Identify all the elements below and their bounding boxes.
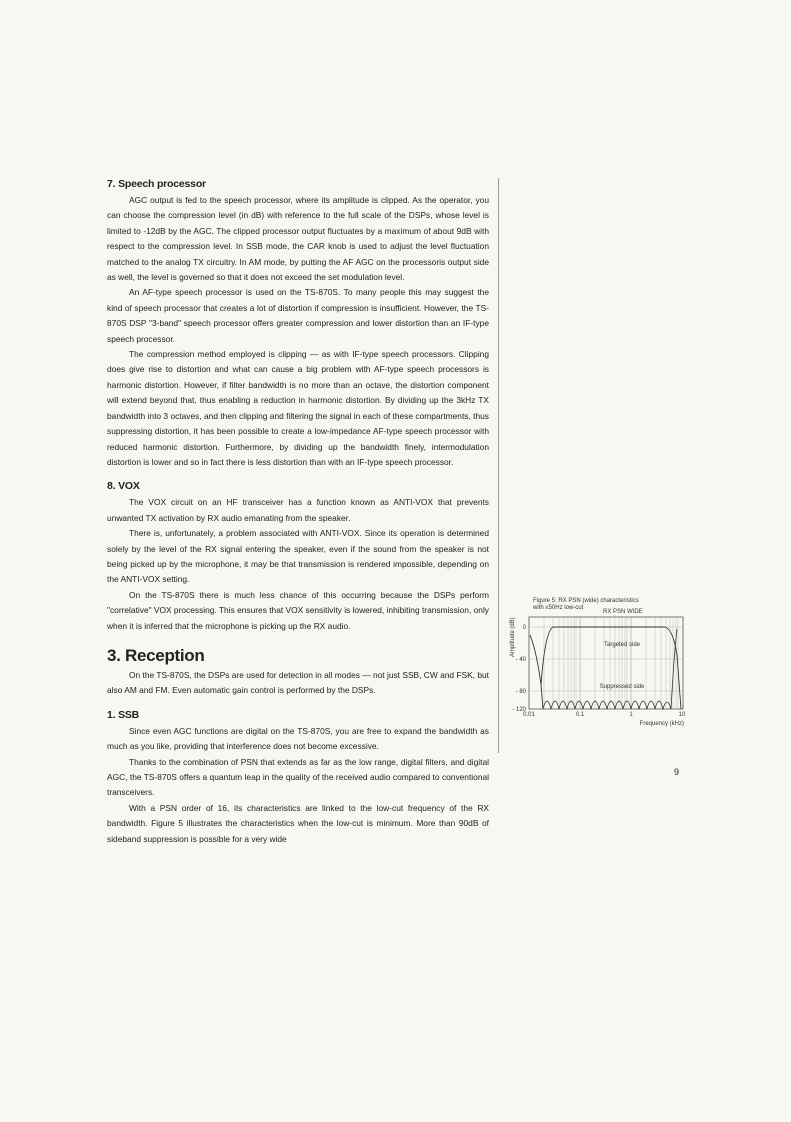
page-number: 9 bbox=[674, 767, 680, 777]
paragraph: With a PSN order of 16, its characteristics are linked to the low-cut frequency of the RX bandwidth. Figure 5 illustrates the characteristics when the low-cut is minimum. More than 90dB of sideband suppression is possible for a very wide bbox=[107, 802, 489, 844]
column-divider bbox=[498, 178, 499, 753]
paragraph: On the TS-870S, the DSPs are used for detection in all modes — not just SSB, CW and FSK, but also AM and FM. Even automatic gain control is performed by the DSPs. bbox=[107, 669, 489, 696]
paragraph: The VOX circuit on an HF transceiver has a function known as ANTI-VOX that prevents unwanted TX activation by RX audio emanating from the speaker. bbox=[107, 497, 489, 523]
x-tick-label: 1 bbox=[629, 712, 633, 718]
y-tick-label: - 120 bbox=[512, 707, 526, 713]
section-heading-ssb: 1. SSB bbox=[107, 708, 140, 721]
figure-svg bbox=[507, 595, 692, 735]
paragraph: Thanks to the combination of PSN that extends as far as the low range, digital filters, and digital AGC, the TS-870S offers a quantum leap in the quality of the received audio compared to conventional transceivers. bbox=[107, 756, 489, 798]
plot-frame bbox=[529, 617, 683, 709]
x-tick-label: 0.1 bbox=[575, 712, 585, 718]
figure-caption-line2: with ≤50Hz low-cut bbox=[533, 605, 584, 611]
suppressed-side-label: Suppressed side bbox=[599, 684, 645, 690]
figure-mode-label: RX PSN WIDE bbox=[603, 609, 643, 615]
paragraph: AGC output is fed to the speech processor, where its amplitude is clipped. As the operator, you can choose the compression level (in dB) with reference to the full scale of the DSPs, whose level is limited to -12dB by the AGC. The clipped processor output fluctuates by a maximum of about 9dB with respect to the compression level. In SSB mode, the CAR knob is used to adjust the level fluctuation matched to the analog TX circuitry. In AM mode, by putting the AF AGC on the processoris output side as well, the level is governed so that it does not exceed the set modulation level. bbox=[107, 195, 489, 283]
paragraph: On the TS-870S there is much less chance of this occurring because the DSPs perform "correlative" VOX processing. This ensures that VOX sensitivity is lowered, inhibiting transmission, only when it is inferred that the microphone is picking up the RX audio. bbox=[107, 589, 489, 631]
paragraph: The compression method employed is clipping — as with IF-type speech processors. Clipping does give rise to distortion and what can cause a big problem with AF-type speech processors is harmonic distortion. However, if filter bandwidth is no more than an octave, the distortion component will extend beyond that, thus enabling a reduction in harmonic distortion. By dividing up the 3kHz TX bandwidth into 3 octaves, and then clipping and filtering the signal in each of these compartments, thus suppressing distortion, it has been possible to create a low-impedance AF-type speech processor with reduced harmonic distortion. Furthermore, by dividing up the bandwidth finely, intermodulation distortion is lower and so in fact there is less distortion than with an IF-type speech processor. bbox=[107, 349, 489, 467]
paragraph: An AF-type speech processor is used on the TS-870S. To many people this may suggest the kind of speech processor that creates a lot of distortion if compression is insufficient. However, the TS-870S DSP "3-band" speech processor offers greater compression and lower distortion than an IF-type speech processor. bbox=[107, 287, 489, 344]
chapter-heading-reception: 3. Reception bbox=[107, 645, 205, 665]
section-heading-speech-processor: 7. Speech processor bbox=[107, 178, 206, 190]
y-tick-label: 0 bbox=[522, 625, 526, 631]
paragraph: There is, unfortunately, a problem associated with ANTI-VOX. Since its operation is determined solely by the level of the RX signal entering the speaker, even if the sound from the speaker is not being picked up by the microphone, it may be that transmission is rendered impossible, depending on the ANTI-VOX setting. bbox=[107, 528, 489, 585]
y-tick-label: - 80 bbox=[515, 689, 526, 695]
x-axis-label: Frequency (kHz) bbox=[639, 721, 684, 727]
main-column bbox=[107, 178, 489, 847]
x-tick-label: 10 bbox=[678, 712, 686, 718]
section-heading-vox: 8. VOX bbox=[107, 480, 140, 493]
y-axis-label: Amplitude (dB) bbox=[510, 617, 516, 657]
x-tick-label: 0.01 bbox=[523, 712, 535, 718]
grid-lines bbox=[529, 617, 683, 709]
targeted-side-curve bbox=[530, 627, 681, 709]
targeted-side-label: Targeted side bbox=[603, 642, 641, 648]
figure-5-psn-characteristics bbox=[507, 595, 692, 735]
paragraph: Since even AGC functions are digital on the TS-870S, you are free to expand the bandwidth as much as you like, providing that interference does not become excessive. bbox=[107, 725, 489, 752]
y-tick-label: - 40 bbox=[515, 657, 526, 663]
figure-caption-line1: Figure 5: RX PSN (wide) characteristics bbox=[533, 598, 639, 604]
